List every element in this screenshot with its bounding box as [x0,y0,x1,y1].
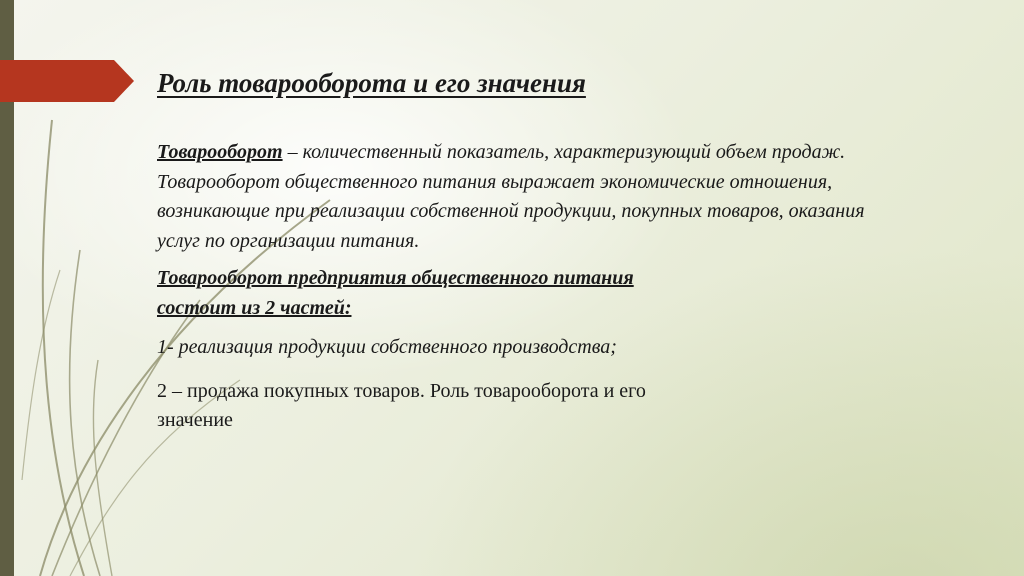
list-item-2 [157,377,1024,436]
subheading [157,264,1024,323]
list-item-2-line-1: 2 – продажа покупных товаров. Роль товарооборота и его [157,379,646,402]
definition-line-4: услуг по организации питания. [157,229,420,252]
slide-title: Роль товарооборота и его значения [157,68,586,98]
definition-paragraph [157,138,1024,256]
subheading-line-1: Товарооборот предприятия общественного питания [157,267,634,289]
list-item-2-line-2: значение [157,409,233,431]
stem-curve [70,250,100,576]
definition-line-1: – количественный показатель, характеризующий объем продаж. [282,141,846,163]
stem-curve [43,120,84,576]
subheading-line-2: состоит из 2 частей: [157,296,352,319]
definition-term: Товарооборот [157,141,283,163]
definition-line-2: Товарооборот общественного питания выражает экономические отношения, [157,170,833,193]
definition-line-3: возникающие при реализации собственной продукции, покупных товаров, оказания [157,200,865,222]
slide-body [157,138,1024,436]
stem-curve [93,360,112,576]
title-arrow-shape [0,60,134,102]
list-item-1: 1- реализация продукции собственного производства; [157,336,617,358]
